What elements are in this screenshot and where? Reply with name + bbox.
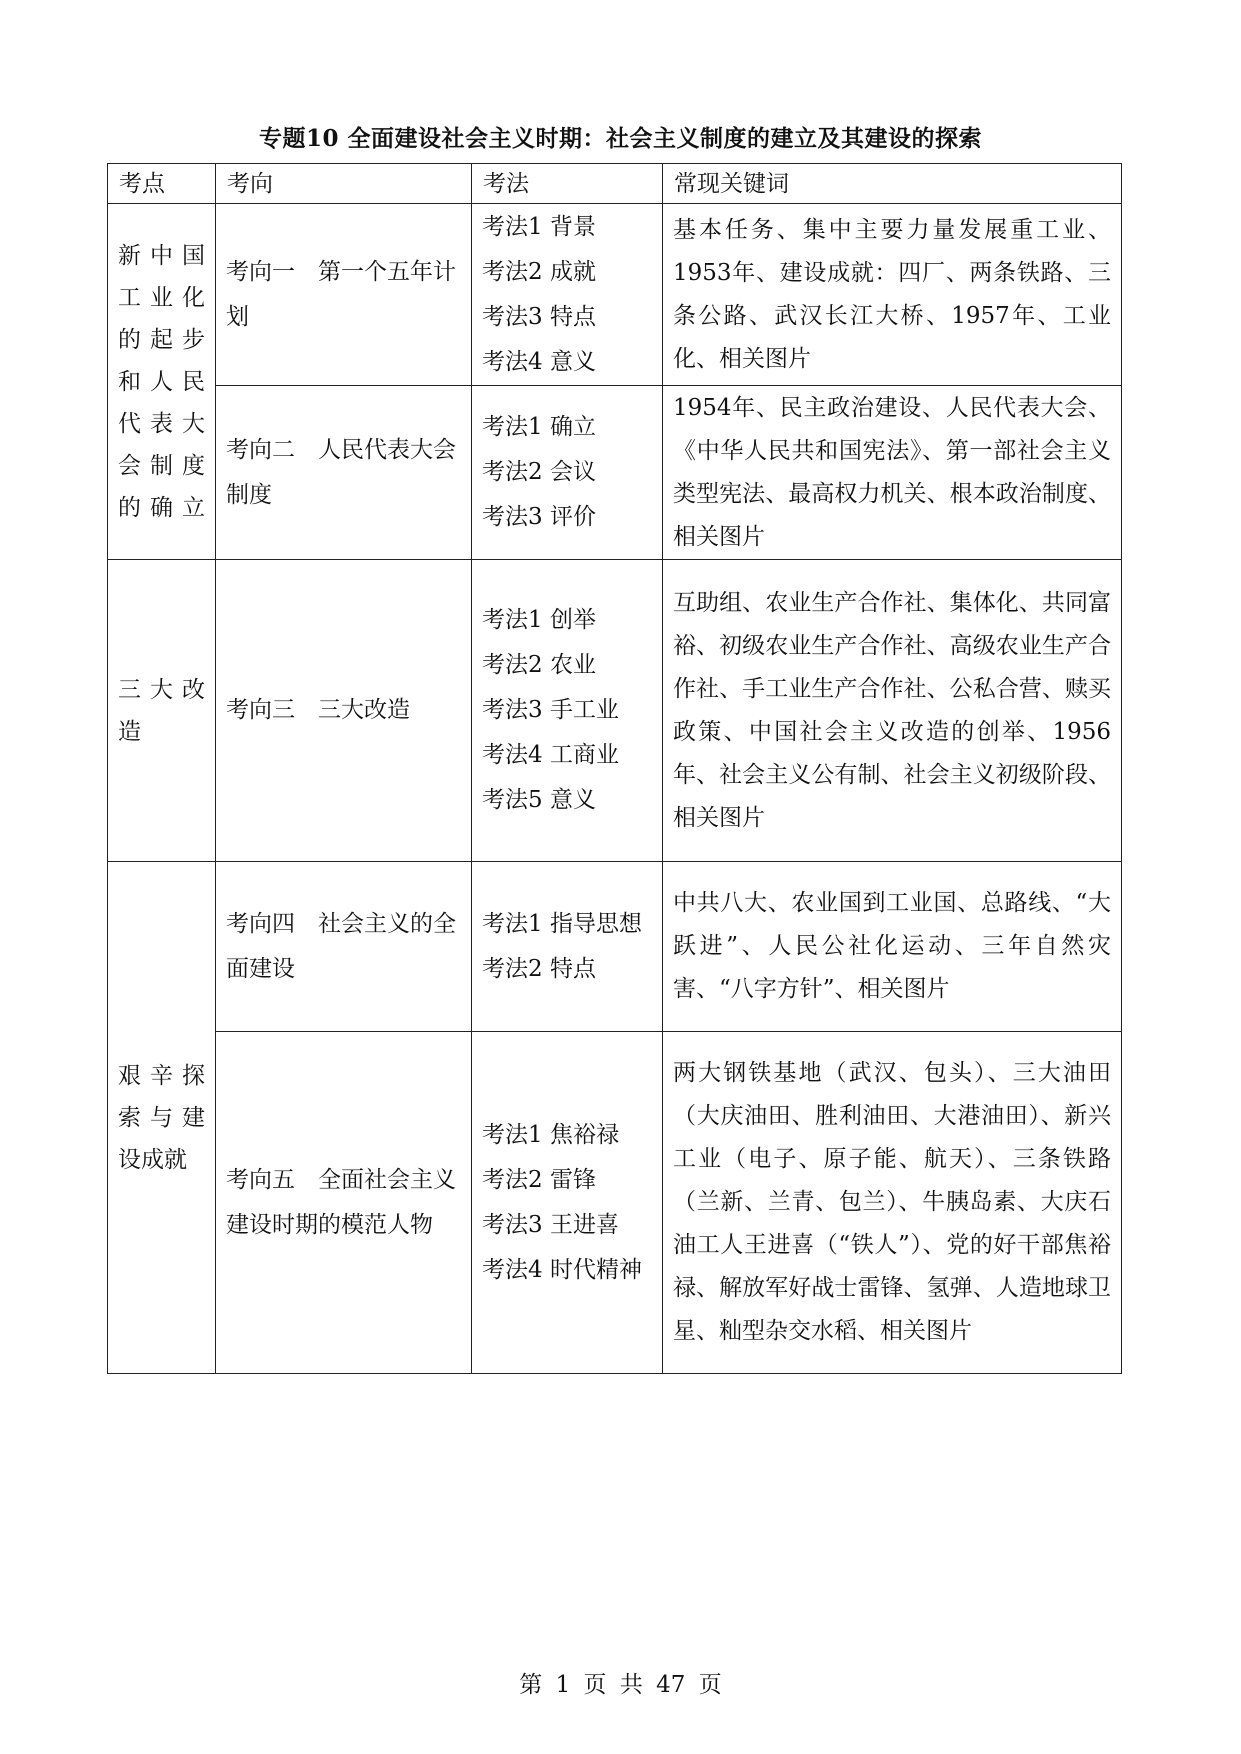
kaodian-cell: 新中国工业化的起步和人民代表大会制度的确立 <box>108 204 216 560</box>
kaodian-cell: 艰辛探索与建设成就 <box>108 862 216 1374</box>
exam-points-table <box>107 163 1122 1374</box>
kaoxiang-cell: 考向二 人民代表大会制度 <box>216 386 472 560</box>
kaofa-item: 考法2 会议 <box>482 459 596 485</box>
kaofa-item: 考法3 王进喜 <box>482 1211 619 1238</box>
kaoxiang-cell: 考向五 全面社会主义建设时期的模范人物 <box>216 1032 472 1374</box>
header-kaodian: 考点 <box>108 164 216 204</box>
table-row <box>108 204 1122 386</box>
table-header-row <box>108 164 1122 204</box>
kaofa-item: 考法2 农业 <box>482 652 596 678</box>
kaofa-cell <box>472 862 663 1032</box>
header-kaofa: 考法 <box>472 164 663 204</box>
keywords-cell: 互助组、农业生产合作社、集体化、共同富裕、初级农业生产合作社、高级农业生产合作社、手工业生产合作社、公私合营、赎买政策、中国社会主义改造的创举、1956年、社会主义公有制、社会主义初级阶段、相关图片 <box>663 560 1122 862</box>
kaodian-cell: 三大改造 <box>108 560 216 862</box>
header-kaoxiang: 考向 <box>216 164 472 204</box>
table-row <box>108 1032 1122 1374</box>
page-title: 专题10 全面建设社会主义时期：社会主义制度的建立及其建设的探索 <box>258 125 982 152</box>
kaofa-item: 考法4 时代精神 <box>482 1256 642 1283</box>
kaofa-cell <box>472 204 663 386</box>
kaoxiang-cell: 考向四 社会主义的全面建设 <box>216 862 472 1032</box>
keywords-cell: 中共八大、农业国到工业国、总路线、“大跃进”、人民公社化运动、三年自然灾害、“八字方针”、相关图片 <box>663 862 1122 1032</box>
keywords-cell: 基本任务、集中主要力量发展重工业、1953年、建设成就：四厂、两条铁路、三条公路、武汉长江大桥、1957年、工业化、相关图片 <box>663 204 1122 386</box>
kaofa-item: 考法1 焦裕禄 <box>482 1121 619 1148</box>
kaofa-cell <box>472 1032 663 1374</box>
kaofa-item: 考法3 手工业 <box>482 697 619 723</box>
table-row <box>108 862 1122 1032</box>
keywords-cell: 两大钢铁基地（武汉、包头）、三大油田（大庆油田、胜利油田、大港油田）、新兴工业（电子、原子能、航天）、三条铁路（兰新、兰青、包兰）、牛胰岛素、大庆石油工人王进喜（“铁人”）、党的好干部焦裕禄、解放军好战士雷锋、氢弹、人造地球卫星、籼型杂交水稻、相关图片 <box>663 1032 1122 1374</box>
table-row <box>108 386 1122 560</box>
kaofa-item: 考法1 指导思想 <box>482 910 642 937</box>
kaofa-item: 考法2 特点 <box>482 955 596 982</box>
kaoxiang-cell: 考向三 三大改造 <box>216 560 472 862</box>
table-row <box>108 560 1122 862</box>
kaofa-item: 考法4 工商业 <box>482 742 619 768</box>
keywords-cell: 1954年、民主政治建设、人民代表大会、《中华人民共和国宪法》、第一部社会主义类型宪法、最高权力机关、根本政治制度、相关图片 <box>663 386 1122 560</box>
kaofa-cell <box>472 386 663 560</box>
kaofa-item: 考法4 意义 <box>482 348 596 375</box>
kaofa-item: 考法5 意义 <box>482 787 596 813</box>
kaofa-item: 考法1 背景 <box>482 213 596 240</box>
header-keywords: 常现关键词 <box>663 164 1122 204</box>
kaofa-item: 考法1 确立 <box>482 414 596 440</box>
kaofa-item: 考法2 雷锋 <box>482 1166 596 1193</box>
page-footer: 第 1 页 共 47 页 <box>519 1672 722 1698</box>
kaoxiang-cell: 考向一 第一个五年计划 <box>216 204 472 386</box>
kaofa-item: 考法2 成就 <box>482 258 596 285</box>
kaofa-cell <box>472 560 663 862</box>
kaofa-item: 考法3 特点 <box>482 303 596 330</box>
kaofa-item: 考法3 评价 <box>482 504 596 530</box>
kaofa-item: 考法1 创举 <box>482 607 596 633</box>
